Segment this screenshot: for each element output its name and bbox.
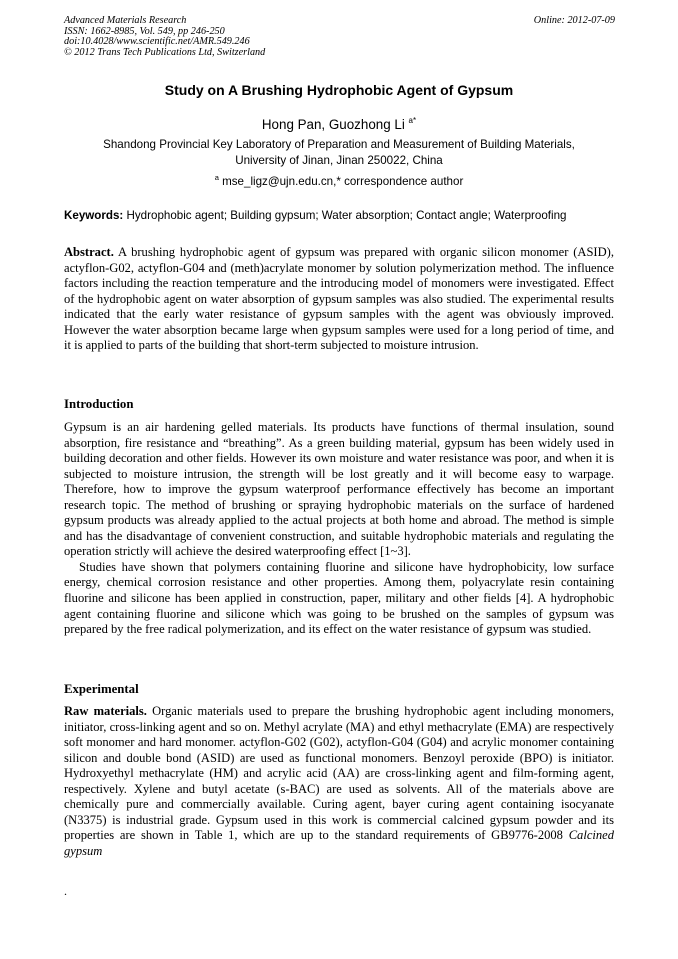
journal-header	[64, 16, 265, 58]
abstract-text: A brushing hydrophobic agent of gypsum was prepared with organic silicon monomer (ASID), actyflon-G02, actyflon-G04 and (meth)acrylate monomer by solution polymerization method. The influence factors including the reaction temperature and the introducing model of monomers were investigated. Effect of the hydrophobic agent on water absorption of gypsum samples was also studied. The experimental results indicated that the early water resistance of gypsum samples with the agent was obviously improved. However the water absorption became large when gypsum samples were used for a long period of time, and it is applied to parts of the building that short-term subjected to moisture intrusion.	[64, 245, 614, 353]
online-date: Online: 2012-07-09	[533, 15, 615, 26]
abstract-label: Abstract.	[64, 245, 114, 259]
author-list	[0, 116, 678, 132]
experimental-body	[64, 704, 614, 859]
keywords-text: Hydrophobic agent; Building gypsum; Water absorption; Contact angle; Waterproofing	[126, 209, 567, 222]
author-names: Hong Pan, Guozhong Li	[261, 117, 405, 132]
keywords	[64, 209, 616, 222]
contact-email	[0, 173, 678, 188]
raw-materials-label: Raw materials.	[64, 704, 147, 718]
affiliation	[0, 137, 678, 168]
introduction-body	[64, 420, 614, 638]
email-superscript: a	[214, 173, 219, 182]
introduction-paragraph-2: Studies have shown that polymers containing fluorine and silicone have hydrophobicity, low surface energy, chemical corrosion resistance and other properties. Among them, polyacrylate resin containing fluorine and silicone has been applied in construction, paper, military and other fields [4]. A hydrophobic agent containing fluorine and silicone which was going to be brushed on the samples of gypsum was prepared by the free radical polymerization, and its effect on the water resistance of gypsum was studied.	[64, 559, 614, 637]
raw-materials-text: Organic materials used to prepare the brushing hydrophobic agent including monomers, initiator, cross-linking agent and so on. Methyl acrylate (MA) and ethyl methacrylate (EMA) are respectively soft monomer and hard monomer. actyflon-G02 (G02), actyflon-G04 (G04) and acrylic monomer containing silicon and double bond (ASID) are used as functional monomers. Benzoyl peroxide (BPO) is initiator. Hydroxyethyl methacrylate (HM) and acrylic acid (AA) are cross-linking agent and film-forming agent, respectively. Xylene and butyl acetate (s-BAC) are used as solvents. All of the materials above are chemically pure and commercially available. Curing agent, bayer curing agent containing isocyanate (N3375) is industrial grade. Gypsum used in this work is commercial calcined gypsum powder and its properties are shown in Table 1, which are up to the standard requirements of GB9776-2008	[64, 704, 614, 843]
introduction-paragraph-1: Gypsum is an air hardening gelled materials. Its products have functions of thermal insulation, sound absorption, fire resistance and “breathing”. As a green building material, gypsum has been widely used in building decoration and other fields. However its own moisture and water resistance was poor, and when it is subjected to moisture intrusion, the strength will be lost greatly and it will become easy to warpage. Therefore, how to improve the gypsum waterproof performance effectively has become an important research topic. The method of brushing or spraying hydrophobic materials on the surface of hardened gypsum products was already applied to the actual projects at both home and abroad. The method is simple and has the disadvantage of convenient construction, and suitable hydrophobic materials and regulating the operation strictly will achieve the desired waterproofing effect [1~3].	[64, 420, 614, 559]
introduction-heading: Introduction	[64, 397, 134, 411]
footer-dot: .	[64, 884, 67, 898]
abstract	[64, 245, 614, 354]
experimental-heading: Experimental	[64, 682, 139, 696]
copyright-line: © 2012 Trans Tech Publications Ltd, Switzerland	[64, 46, 266, 58]
email-text: mse_ligz@ujn.edu.cn,* correspondence author	[222, 175, 464, 188]
journal-name: Advanced Materials Research	[64, 15, 187, 26]
author-superscript: a*	[408, 116, 417, 125]
keywords-label: Keywords:	[64, 209, 124, 222]
doi-line: doi:10.4028/www.scientific.net/AMR.549.246	[64, 36, 250, 48]
raw-materials-italic: Calcined gypsum	[64, 828, 614, 858]
issn-line: ISSN: 1662-8985, Vol. 549, pp 246-250	[64, 25, 225, 37]
affiliation-line-2: University of Jinan, Jinan 250022, China	[235, 153, 443, 167]
affiliation-line-1: Shandong Provincial Key Laboratory of Preparation and Measurement of Building Materials,	[103, 138, 575, 151]
paper-title: Study on A Brushing Hydrophobic Agent of Gypsum	[164, 82, 514, 98]
